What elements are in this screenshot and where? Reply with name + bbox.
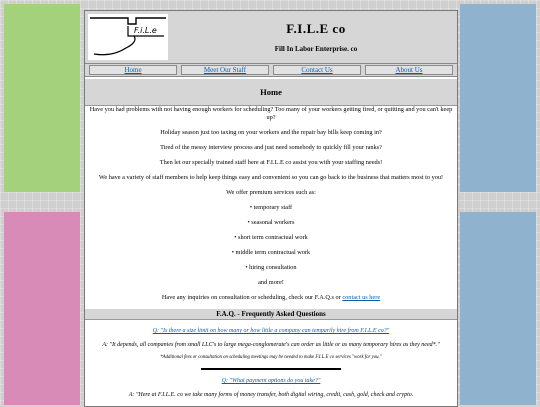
intro-paragraph-1: Have you had problems with not having enough workers for scheduling? Too many of your workers getting fired, or quitting and you can't keep up? — [89, 106, 453, 121]
faq-heading: F.A.Q. - Frequently Asked Questions — [85, 309, 457, 320]
nav-meet-our-staff-link[interactable]: Meet Our Staff — [181, 65, 269, 75]
service-item: • hiring consultation — [245, 264, 297, 271]
contact-us-link[interactable]: contact us here — [342, 294, 381, 301]
home-heading: Home — [85, 79, 457, 106]
site-title: F.I.L.E co — [286, 21, 346, 36]
faq-note: *Additional fees or consultation on scheduling meetings may be needed to make F.I.L.E co services "work for you." — [160, 355, 382, 360]
service-item: • seasonal workers — [247, 219, 295, 226]
site-subtitle: Fill In Labor Enterprise. co — [274, 45, 358, 53]
faq-answer: A: "It depends, all companies from small LLC's to large mega-conglomerate's can order as little or as many temporary hires as they need*." — [102, 342, 440, 348]
site-header — [85, 11, 457, 64]
service-item: • short term contractual work — [234, 234, 308, 241]
intro-paragraph-5: We have a variety of staff members to help keep things easy and convenient so you can go back to the business that matters most to you! — [98, 174, 444, 181]
service-item: • temporary staff — [249, 204, 293, 211]
side-panel-green — [4, 4, 80, 192]
service-item: • middle term contractual work — [231, 249, 311, 256]
nav-contact-us-link[interactable]: Contact Us — [273, 65, 361, 75]
faq-section — [85, 327, 457, 399]
faq-answer: A: "Here at F.I.L.E. co we take many forms of money transfer, both digital wiring, credit, cash, gold, check and crypto. — [128, 392, 414, 398]
service-more: and more! — [258, 279, 284, 286]
faq-question — [91, 377, 451, 385]
intro-paragraph-2: Holiday season just too taxing on your workers and the repair bay bills keep coming in? — [160, 129, 382, 136]
faq-question-link[interactable]: Q: "What payment options do you take?" — [221, 378, 321, 384]
faq-question-link[interactable]: Q: "Is there a size limit on how many or how little a company can temparily hire from F.I.L.E co?" — [152, 328, 390, 334]
side-panel-blue-top — [460, 4, 536, 192]
inquiry-paragraph — [89, 294, 453, 302]
intro-paragraph-3: Tired of the messy interview process and just need somebody to quickly fill your ranks? — [160, 144, 382, 151]
site-logo[interactable] — [88, 14, 168, 60]
nav-about-us-link[interactable]: About Us — [365, 65, 453, 75]
side-panel-blue-bottom — [460, 212, 536, 405]
logo-text: F.i.L.e — [134, 26, 157, 35]
folder-sketch-icon — [88, 14, 168, 60]
faq-divider — [201, 368, 341, 370]
services-intro: We offer premium services such as: — [226, 189, 316, 196]
nav-home-link[interactable]: Home — [89, 65, 177, 75]
faq-question — [91, 327, 451, 335]
intro-paragraph-4: Then let our specially trained staff here at F.I.L.E co assist you with your staffing needs! — [159, 159, 383, 166]
inquiry-text: Have any inquiries on consultation or scheduling, check our F.A.Q.s or — [161, 294, 343, 301]
nav-bar — [85, 64, 457, 77]
home-content — [85, 106, 457, 302]
page-container — [84, 10, 458, 407]
side-panel-pink — [4, 212, 80, 405]
